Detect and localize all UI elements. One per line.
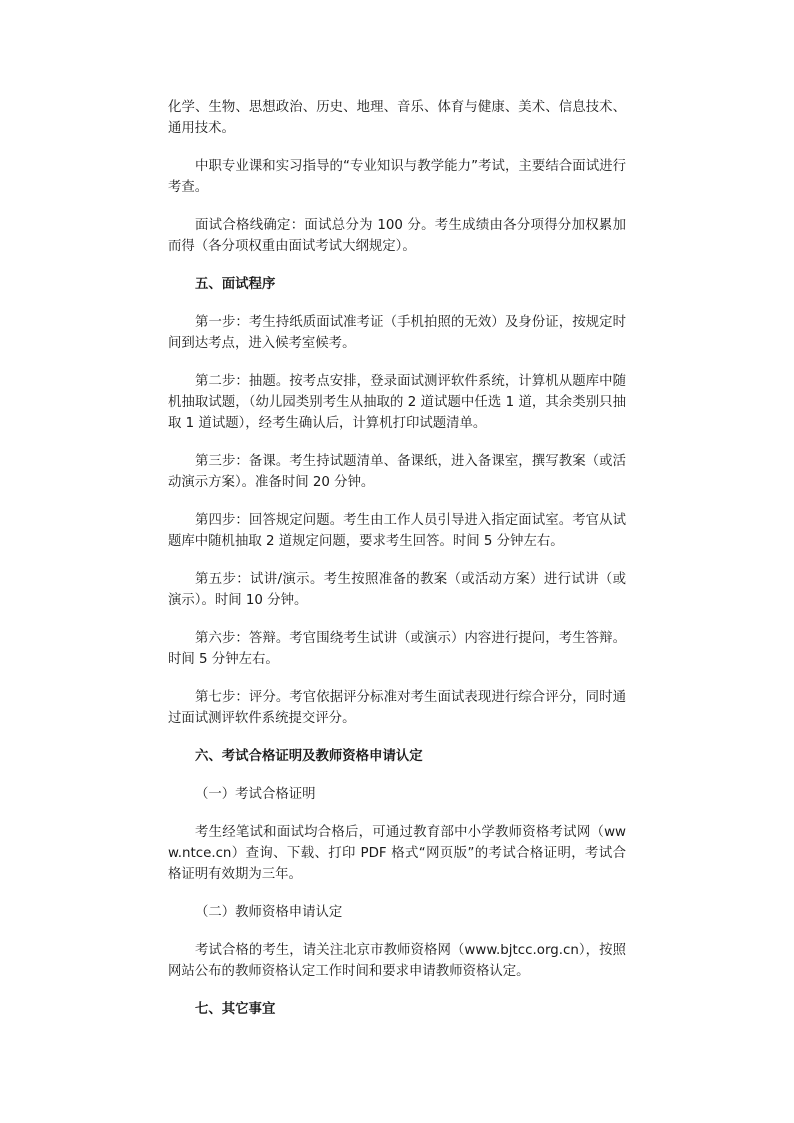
paragraph-step-3: 第三步：备课。考生持试题清单、备课纸，进入备课室，撰写教案（或活动演示方案）。准备时间 20 分钟。 — [168, 454, 626, 490]
section-heading-interview-procedure: 五、面试程序 — [195, 277, 276, 292]
paragraph-vocational-exam: 中职专业课和实习指导的“专业知识与教学能力”考试，主要结合面试进行考查。 — [168, 159, 626, 195]
section-heading-certificate: 六、考试合格证明及教师资格申请认定 — [195, 749, 423, 764]
paragraph-step-2: 第二步：抽题。按考点安排，登录面试测评软件系统，计算机从题库中随机抽取试题，（幼儿园类别考生从抽取的 2 道试题中任选 1 道，其余类别只抽取 1 道试题），经考生确认后，计算机打印试题清单。 — [168, 374, 626, 431]
paragraph-certificate-details: 考生经笔试和面试均合格后，可通过教育部中小学教师资格考试网（www.ntce.cn）查询、下载、打印 PDF 格式“网页版”的考试合格证明，考试合格证明有效期为三年。 — [168, 825, 626, 882]
paragraph-step-6: 第六步：答辩。考官围绕考生试讲（或演示）内容进行提问，考生答辩。时间 5 分钟左右。 — [168, 631, 626, 667]
paragraph-subjects-continued: 化学、生物、思想政治、历史、地理、音乐、体育与健康、美术、信息技术、通用技术。 — [168, 100, 626, 136]
subheading-exam-certificate: （一）考试合格证明 — [195, 787, 316, 802]
paragraph-qualification-details: 考试合格的考生，请关注北京市教师资格网（www.bjtcc.org.cn），按照网站公布的教师资格认定工作时间和要求申请教师资格认定。 — [168, 943, 626, 979]
section-heading-other-matters: 七、其它事宜 — [195, 1002, 276, 1017]
paragraph-passing-line: 面试合格线确定：面试总分为 100 分。考生成绩由各分项得分加权累加而得（各分项权重由面试考试大纲规定）。 — [168, 218, 626, 254]
paragraph-step-1: 第一步：考生持纸质面试准考证（手机拍照的无效）及身份证，按规定时间到达考点，进入候考室候考。 — [168, 315, 626, 351]
subheading-qualification-application: （二）教师资格申请认定 — [195, 905, 343, 920]
paragraph-step-4: 第四步：回答规定问题。考生由工作人员引导进入指定面试室。考官从试题库中随机抽取 2 道规定问题，要求考生回答。时间 5 分钟左右。 — [168, 513, 626, 549]
document-body — [168, 97, 626, 1037]
paragraph-step-7: 第七步：评分。考官依据评分标准对考生面试表现进行综合评分，同时通过面试测评软件系统提交评分。 — [168, 690, 626, 726]
paragraph-step-5: 第五步：试讲/演示。考生按照准备的教案（或活动方案）进行试讲（或演示）。时间 10 分钟。 — [168, 572, 626, 608]
